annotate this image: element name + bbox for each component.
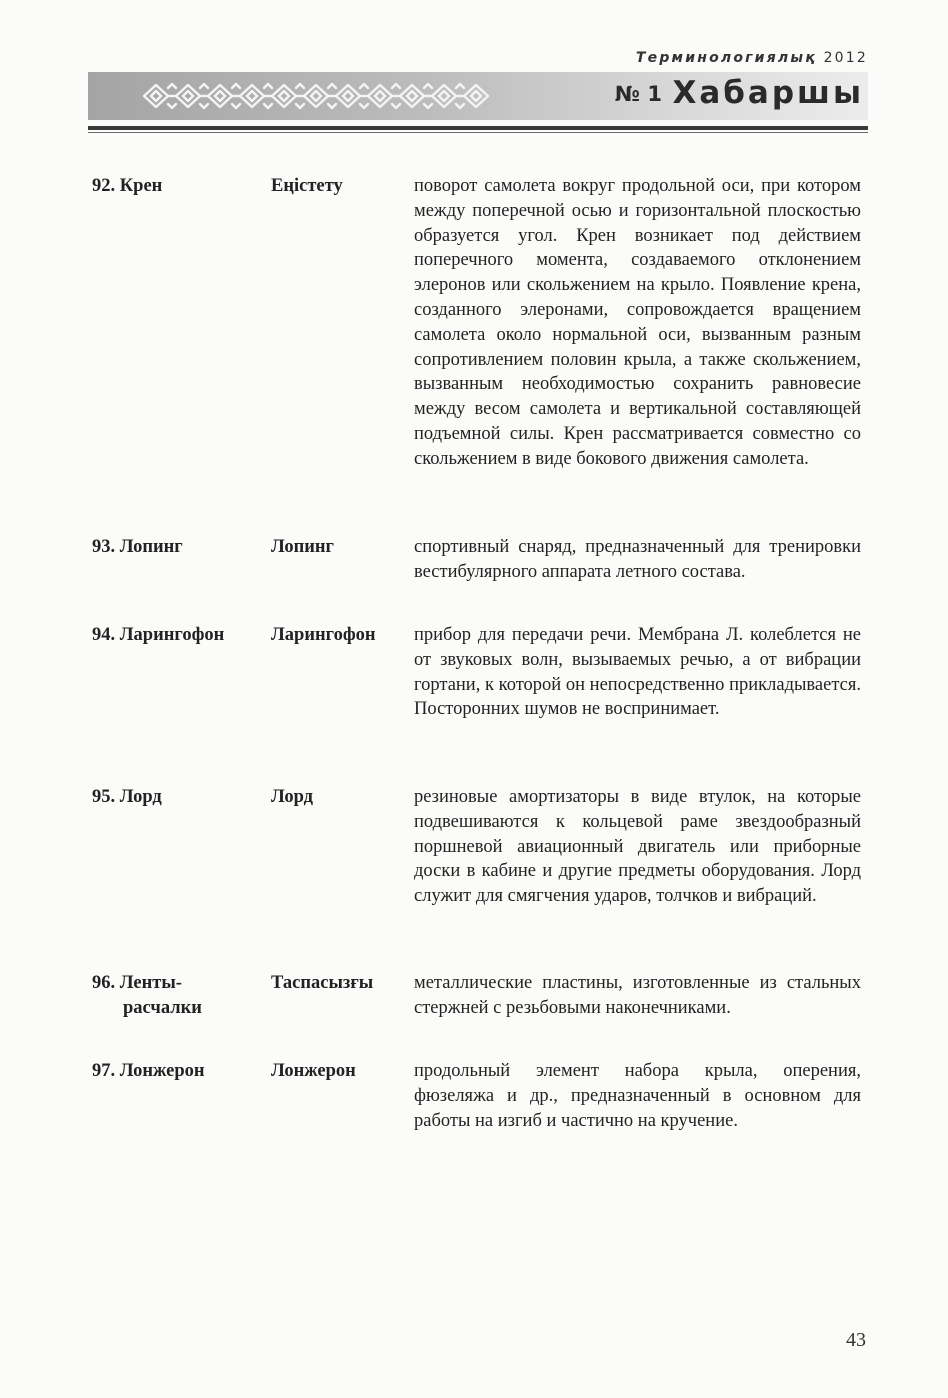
entry-kazakh-term: Лорд bbox=[271, 787, 313, 807]
entry-kazakh-term: Ларингофон bbox=[271, 625, 376, 645]
entry-term bbox=[92, 1059, 262, 1084]
entry-kazakh-term: Таспасызғы bbox=[271, 973, 374, 993]
entry-term bbox=[92, 785, 262, 810]
journal-word: Терминологиялық bbox=[635, 50, 817, 66]
entry-term-continuation: расчалки bbox=[123, 997, 202, 1018]
entry-term-text: 92. Крен bbox=[92, 176, 163, 196]
ornament-icon bbox=[140, 80, 490, 112]
entry-term-text: 93. Лопинг bbox=[92, 537, 183, 557]
entry-definition: металлические пластины, изготовленные из стальных стержней с резьбовыми наконечниками. bbox=[414, 973, 861, 1018]
entry-kazakh-term: Еңістету bbox=[271, 176, 343, 196]
journal-year: 2012 bbox=[823, 50, 868, 66]
entry-term-text: 95. Лорд bbox=[92, 787, 162, 807]
header-rule-thin bbox=[88, 132, 868, 133]
entry-definition: спортивный снаряд, предназначенный для тренировки вестибулярного аппарата летного состава. bbox=[414, 537, 861, 582]
entry-term bbox=[92, 174, 262, 199]
entry-definition: продольный элемент набора крыла, оперения, фюзеляжа и др., предназначенный в основном для работы на изгиб и частично на кручение. bbox=[414, 1061, 861, 1131]
journal-header-line bbox=[560, 50, 868, 66]
entry-definition: резиновые амортизаторы в виде втулок, на которые подвешиваются к кольцевой раме звездообразный поршневой авиационный двигатель или приборные доски в кабине и другие предметы оборудования. Лорд служит для смягчения ударов, толчков и вибраций. bbox=[414, 787, 861, 907]
entry-term-text: 97. Лонжерон bbox=[92, 1061, 205, 1081]
entry-kazakh-term: Лонжерон bbox=[271, 1061, 356, 1081]
entry-term bbox=[92, 535, 262, 560]
entry-kazakh-term: Лопинг bbox=[271, 537, 334, 557]
entry-definition: поворот самолета вокруг продольной оси, при котором между поперечной осью и горизонтальной плоскостью образуется угол. Крен возникает под действием поперечного момента, создаваемого отклонением элеронов или скольжением на крыло. Появление крена, созданного элеронами, сопровождается вращением самолета около нормальной оси, вызванным разным сопротивлением половин крыла, а также скольжением, вызванным необходимостью сохранить равновесие между весом самолета и вертикальной составляющей подъемной силы. Крен рассматривается совместно со скольжением в виде бокового движения самолета. bbox=[414, 176, 861, 469]
journal-banner bbox=[88, 72, 868, 120]
header-rule-thick bbox=[88, 126, 868, 130]
page-number: 43 bbox=[846, 1329, 866, 1351]
entry-term-text: 96. Ленты- bbox=[92, 973, 182, 993]
journal-title: Хабаршы bbox=[672, 75, 864, 111]
issue-number: № 1 bbox=[614, 82, 662, 106]
entry-definition: прибор для передачи речи. Мембрана Л. колеблется не от звуковых волн, вызываемых речью, а от вибрации гортани, к которой он непосредственно прикладывается. Посторонних шумов не воспринимает. bbox=[414, 625, 861, 720]
entry-term bbox=[92, 623, 262, 648]
entry-term bbox=[92, 971, 262, 1021]
entry-term-text: 94. Ларингофон bbox=[92, 625, 225, 645]
